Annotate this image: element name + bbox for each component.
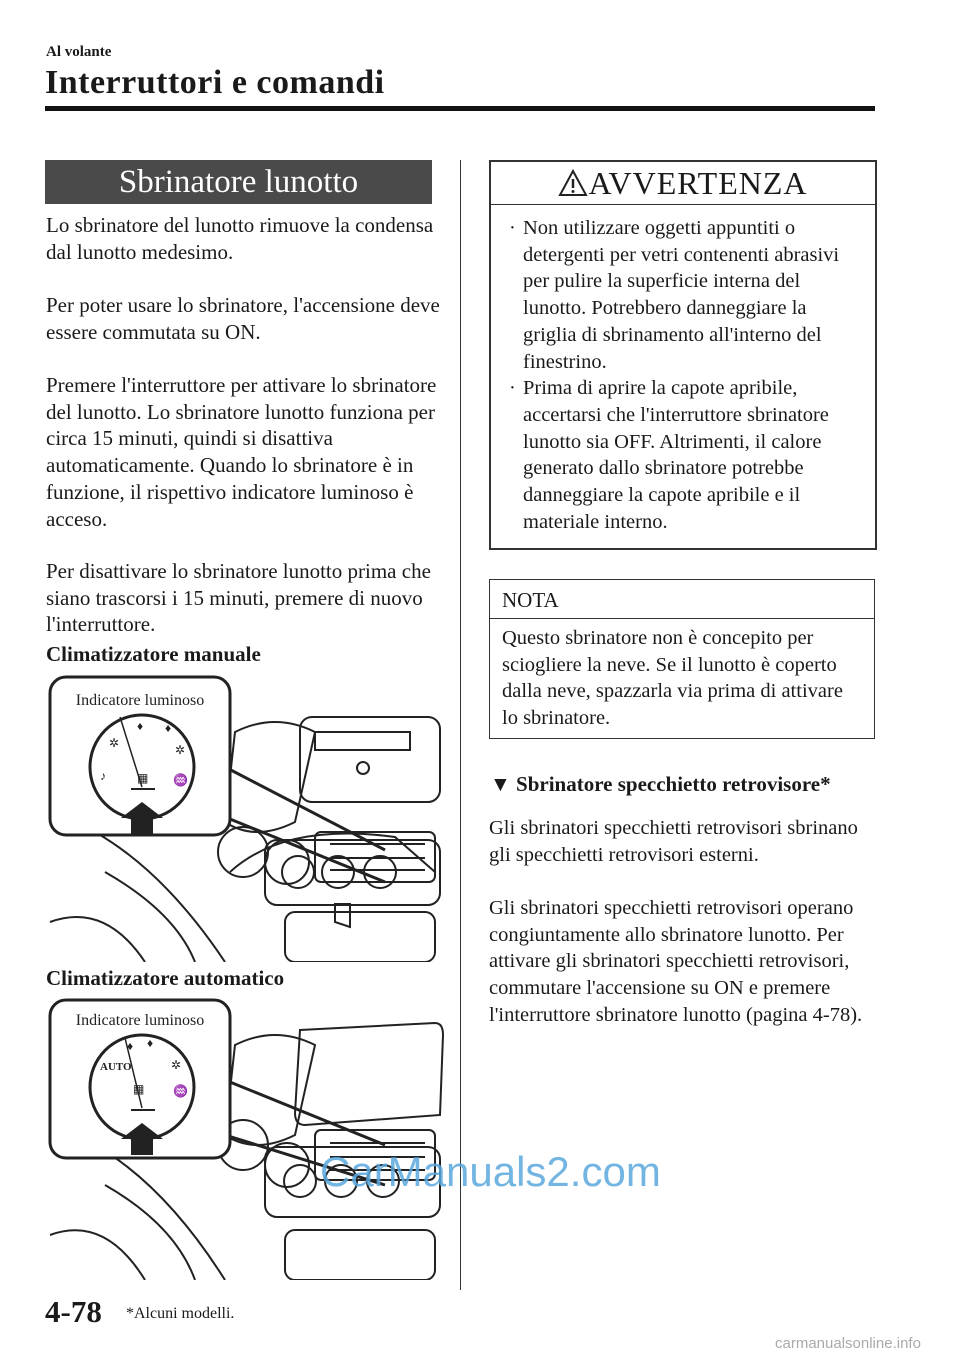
mirror-defroster-heading: ▼ Sbrinatore specchietto retrovisore* xyxy=(490,772,831,796)
auto-climate-heading: Climatizzatore automatico xyxy=(46,966,285,990)
warning-item: · Non utilizzare oggetti appuntiti o detergenti per vetri contenenti abrasivi per pulire la superficie interna del lunotto. Potrebbero danneggiare la griglia di sbrinamento all'interno del finestrino. xyxy=(507,215,863,375)
note-title: NOTA xyxy=(490,580,874,619)
manual-climate-heading: Climatizzatore manuale xyxy=(46,642,261,666)
note-box xyxy=(489,579,875,739)
column-divider xyxy=(460,160,461,1290)
display-screen xyxy=(300,717,440,802)
paragraph-3: Premere l'interruttore per attivare lo sbrinatore del lunotto. Lo sbrinatore lunotto funziona per circa 15 minuti, quindi si disattiva automaticamente. Quando lo sbrinatore è in funzione, il rispettivo indicatore luminoso è acceso. xyxy=(46,373,437,531)
header-rule xyxy=(45,106,875,111)
paragraph-4: Per disattivare lo sbrinatore lunotto prima che siano trascorsi i 15 minuti, premere di nuovo l'interruttore. xyxy=(46,559,431,637)
svg-text:▦: ▦ xyxy=(133,1082,145,1096)
section-banner: Sbrinatore lunotto xyxy=(45,160,432,204)
page-title: Interruttori e comandi xyxy=(45,64,385,101)
warning-header xyxy=(491,162,875,205)
svg-text:♦: ♦ xyxy=(127,1039,134,1053)
right-paragraph-2: Gli sbrinatori specchietti retrovisori operano congiuntamente allo sbrinatore lunotto. Per attivare gli sbrinatori specchietti retrovisori, commutare l'accensione su ON e premere l'interruttore sbrinatore lunotto (pagina 4-78). xyxy=(489,897,863,1026)
svg-text:♪: ♪ xyxy=(100,769,106,783)
warning-title: AVVERTENZA xyxy=(588,165,808,201)
paragraph-2: Per poter usare lo sbrinatore, l'accensione deve essere commutata su ON. xyxy=(46,293,440,344)
section-label: Al volante xyxy=(46,44,112,60)
svg-text:✲: ✲ xyxy=(175,743,186,757)
svg-text:✲: ✲ xyxy=(109,736,120,750)
display-screen xyxy=(295,1023,443,1125)
svg-text:♒: ♒ xyxy=(173,1084,188,1098)
indicator-label: Indicatore luminoso xyxy=(75,692,205,709)
page-number: 4-78 xyxy=(45,1294,102,1329)
right-paragraph-1: Gli sbrinatori specchietti retrovisori sbrinano gli specchietti retrovisori esterni. xyxy=(489,817,858,866)
warning-triangle-icon xyxy=(558,169,588,197)
svg-text:♦: ♦ xyxy=(137,719,144,733)
svg-text:♦: ♦ xyxy=(147,1036,154,1050)
site-watermark: carmanualsonline.info xyxy=(775,1335,921,1352)
svg-text:✲: ✲ xyxy=(171,1058,182,1072)
note-text: Questo sbrinatore non è concepito per sciogliere la neve. Se il lunotto è coperto dalla neve, spazzarla via prima di attivare lo sbrinatore. xyxy=(502,627,843,730)
auto-label: AUTO xyxy=(100,1061,132,1073)
manual-climate-illustration xyxy=(45,672,445,962)
auto-climate-illustration xyxy=(45,995,445,1280)
warning-list xyxy=(491,215,875,535)
paragraph-1: Lo sbrinatore del lunotto rimuove la condensa dal lunotto medesimo. xyxy=(46,213,434,264)
svg-text:♦: ♦ xyxy=(165,721,172,735)
display-bar xyxy=(315,732,410,750)
warning-box xyxy=(489,160,877,550)
svg-text:♒: ♒ xyxy=(173,773,188,787)
indicator-label: Indicatore luminoso xyxy=(75,1012,205,1029)
svg-text:▦: ▦ xyxy=(137,771,149,785)
footnote: *Alcuni modelli. xyxy=(126,1305,235,1322)
warning-item: · Prima di aprire la capote apribile, accertarsi che l'interruttore sbrinatore lunotto sia OFF. Altrimenti, il calore generato dallo sbrinatore potrebbe danneggiare la capote apribile e il materiale interno. xyxy=(507,375,863,535)
watermark: CarManuals2.com xyxy=(320,1148,661,1195)
